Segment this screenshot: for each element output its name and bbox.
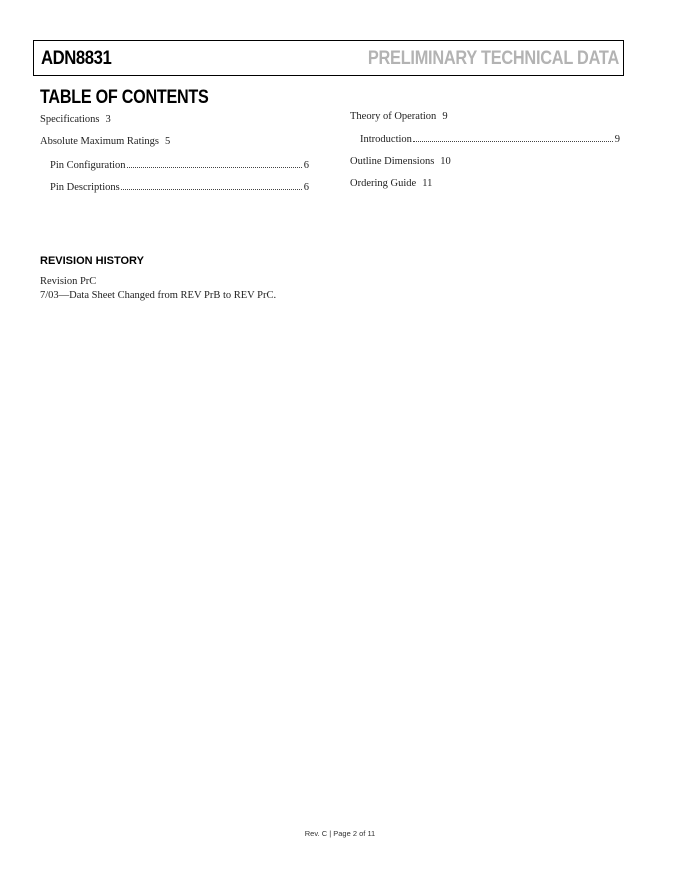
toc-item-label: Theory of Operation (350, 111, 437, 122)
toc-item-label: Specifications (40, 114, 100, 125)
toc-item-theory-of-operation[interactable] (350, 111, 448, 122)
toc-item-page: 6 (303, 160, 309, 171)
toc-item-page: 5 (165, 136, 171, 147)
toc-leader-dots (127, 159, 302, 168)
toc-item-label: Ordering Guide (350, 178, 417, 189)
toc-item-pin-configuration[interactable] (50, 159, 309, 171)
toc-item-absolute-maximum-ratings[interactable] (40, 136, 170, 147)
header-box (33, 40, 624, 76)
toc-leader-dots (413, 133, 613, 142)
toc-item-page: 10 (440, 156, 451, 167)
toc-item-label: Outline Dimensions (350, 156, 435, 167)
toc-item-page: 3 (105, 114, 111, 125)
toc-leader-dots (121, 181, 302, 190)
revision-history-title: REVISION HISTORY (40, 255, 144, 267)
toc-item-page: 11 (422, 178, 433, 189)
toc-item-page: 9 (442, 111, 448, 122)
revision-line: Revision PrC (40, 276, 97, 287)
toc-title: TABLE OF CONTENTS (40, 87, 209, 108)
toc-item-ordering-guide[interactable] (350, 178, 432, 189)
toc-item-specifications[interactable] (40, 114, 111, 125)
toc-item-label: Pin Descriptions (50, 182, 120, 193)
toc-item-pin-descriptions[interactable] (50, 181, 309, 193)
revision-line: 7/03—Data Sheet Changed from REV PrB to REV PrC. (40, 290, 277, 301)
toc-item-label: Introduction (360, 134, 412, 145)
toc-item-page: 9 (614, 134, 620, 145)
toc-item-introduction[interactable] (360, 133, 620, 145)
toc-item-outline-dimensions[interactable] (350, 156, 451, 167)
status-label: PRELIMINARY TECHNICAL DATA (367, 48, 619, 69)
toc-item-label: Absolute Maximum Ratings (40, 136, 159, 147)
toc-item-label: Pin Configuration (50, 160, 126, 171)
toc-item-page: 6 (303, 182, 309, 193)
part-number: ADN8831 (41, 48, 112, 69)
page-footer: Rev. C | Page 2 of 11 (304, 829, 376, 838)
